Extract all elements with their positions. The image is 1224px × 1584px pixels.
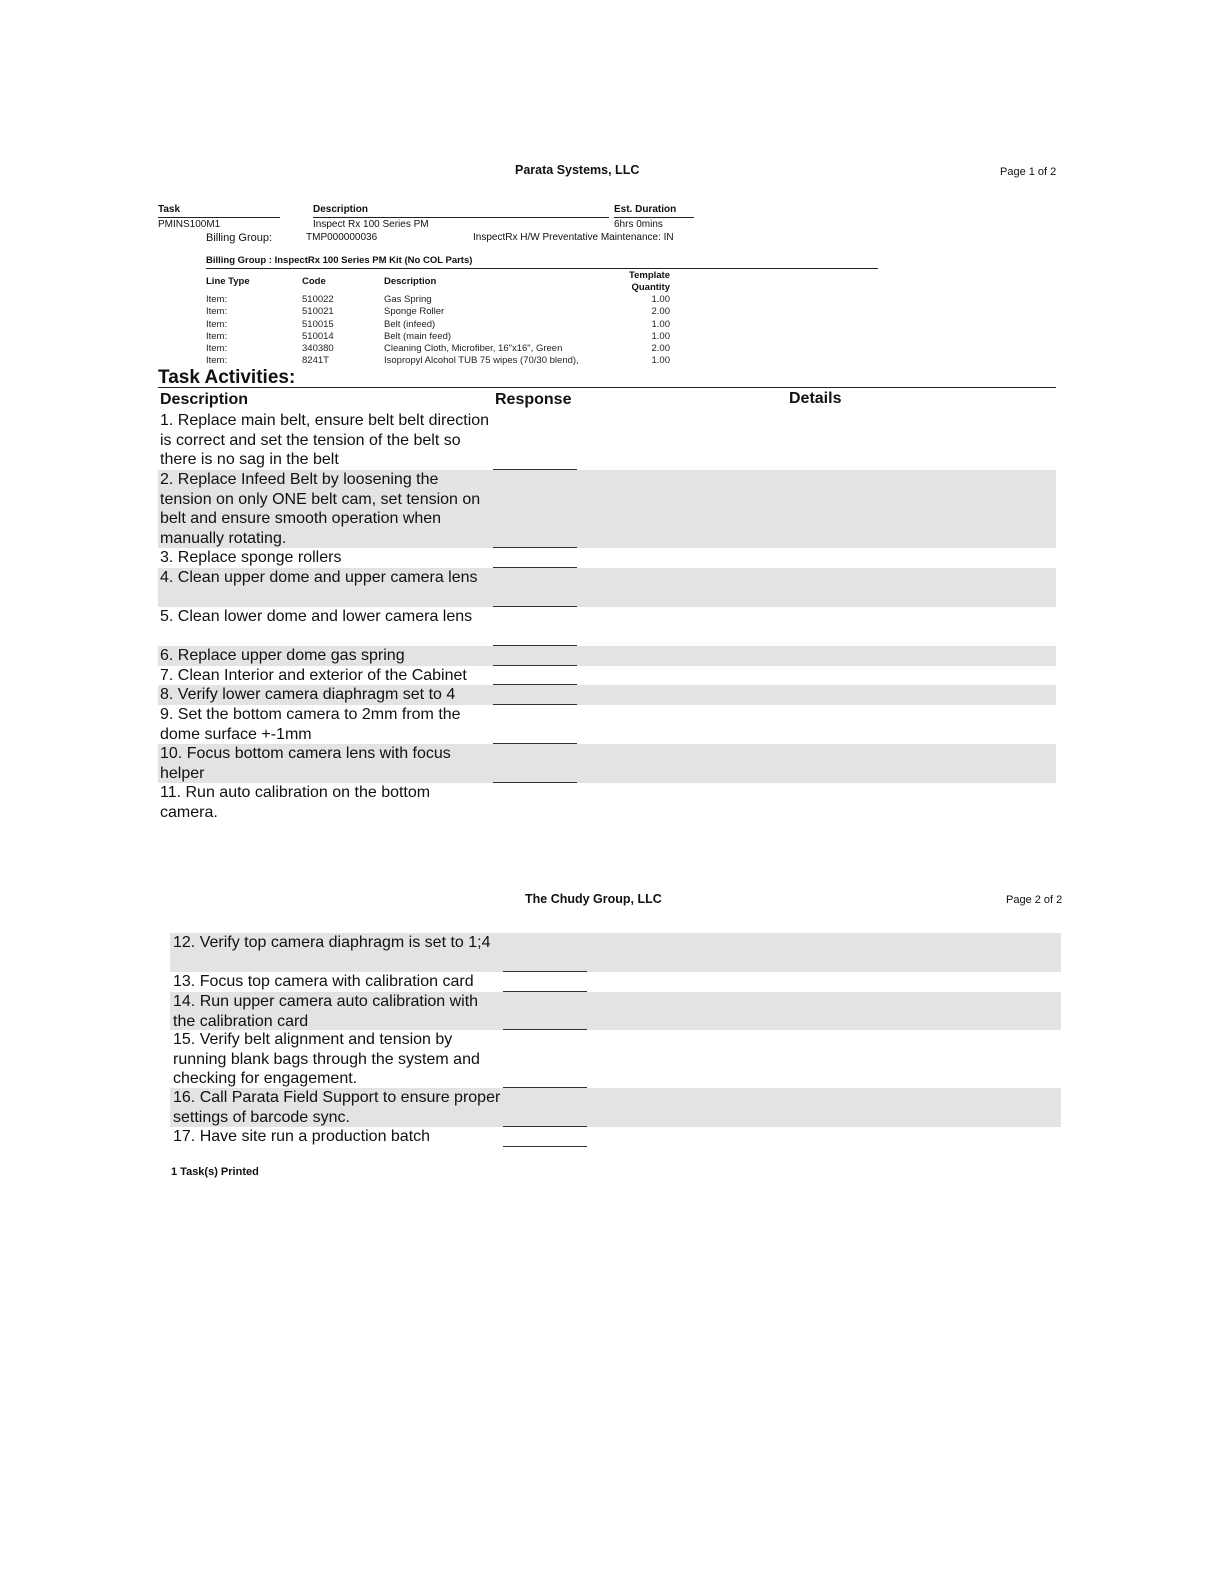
activity-row [170,1127,1061,1147]
part-quantity: 1.00 [651,355,670,367]
table-row [206,331,878,343]
page-number-page2: Page 2 of 2 [1006,894,1063,906]
part-quantity: 1.00 [651,294,670,305]
line-type: Item: [206,355,228,367]
tasks-printed-footer: 1 Task(s) Printed [171,1166,259,1178]
task-activities-title: Task Activities: [158,367,296,388]
activity-row [158,607,1056,646]
activity-description: 11. Run auto calibration on the bottom camera. [160,784,431,821]
line-type: Item: [206,330,228,342]
activity-description: 9. Set the bottom camera to 2mm from the dome surface +-1mm [160,706,461,743]
part-code: 510021 [302,306,334,318]
activity-row [170,1088,1061,1127]
kit-title: Billing Group : InspectRx 100 Series PM Kit (No COL Parts) [206,255,473,266]
activity-description: 13. Focus top camera with calibration card [173,973,474,990]
description-header: Description [160,391,249,408]
activity-row [170,1030,1061,1088]
part-quantity: 2.00 [651,343,670,355]
activity-row [170,933,1061,972]
activity-description: 16. Call Parata Field Support to ensure proper settings of barcode sync. [173,1089,501,1126]
task-underline [158,217,280,218]
kit-col-quantity: Template Quantity [628,270,670,293]
description-column-label: Description [313,204,369,215]
activity-row [170,992,1061,1030]
details-header: Details [789,390,842,407]
activity-description: 2. Replace Infeed Belt by loosening the tension on only ONE belt cam, set tension on belt and ensure smooth operation when manually rotating. [160,471,481,547]
activity-row [158,646,1056,666]
activity-row [158,685,1056,705]
activity-row [158,411,1056,470]
task-column-label: Task [158,204,181,215]
company-name: Parata Systems, LLC [515,163,640,177]
activity-description: 15. Verify belt alignment and tension by running blank bags through the system and checking for engagement. [173,1031,480,1087]
kit-table-header [206,270,878,294]
part-description: Belt (infeed) [384,318,436,330]
kit-col-description: Description [384,276,437,287]
task-duration: 6hrs 0mins [614,219,663,230]
activity-row [158,548,1056,568]
part-code: 8241T [302,355,329,367]
activity-row [158,783,1056,823]
activity-description: 1. Replace main belt, ensure belt belt direction is correct and set the tension of the belt so there is no sag in the belt [160,412,490,468]
activity-description: 6. Replace upper dome gas spring [160,647,405,664]
billing-group-description: InspectRx H/W Preventative Maintenance: IN [473,232,674,243]
line-type: Item: [206,343,228,355]
task-code: PMINS100M1 [158,219,221,230]
part-code: 510022 [302,294,334,305]
duration-column-label: Est. Duration [614,204,677,215]
company-name-page2: The Chudy Group, LLC [525,892,662,906]
activity-row [158,568,1056,607]
activity-description: 5. Clean lower dome and lower camera lens [160,608,473,625]
part-quantity: 1.00 [651,318,670,330]
part-code: 510014 [302,330,334,342]
activity-description: 10. Focus bottom camera lens with focus helper [160,745,451,782]
kit-col-code: Code [302,276,326,287]
line-type: Item: [206,318,228,330]
response-field[interactable] [503,1146,587,1147]
table-row [206,306,878,318]
table-row [206,294,878,306]
part-description: Gas Spring [384,294,432,305]
part-quantity: 1.00 [651,330,670,342]
billing-group-code: TMP000000036 [306,232,378,243]
part-description: Sponge Roller [384,306,445,318]
part-quantity: 2.00 [651,306,670,318]
line-type: Item: [206,306,228,318]
activity-row [170,972,1061,992]
activity-row [158,666,1056,685]
activity-row [158,744,1056,783]
part-code: 340380 [302,343,334,355]
part-description: Cleaning Cloth, Microfiber, 16"x16", Green [384,343,563,355]
activity-description: 8. Verify lower camera diaphragm set to 4 [160,686,456,703]
table-row [206,355,878,367]
line-type: Item: [206,294,228,305]
duration-underline [614,217,694,218]
activity-row [158,470,1056,548]
task-description: Inspect Rx 100 Series PM [313,219,429,230]
table-row [206,343,878,355]
activity-description: 12. Verify top camera diaphragm is set to 1;4 [173,934,491,951]
kit-col-line-type: Line Type [206,276,250,287]
kit-table [206,270,878,368]
part-description: Isopropyl Alcohol TUB 75 wipes (70/30 blend), [384,355,579,367]
description-underline [313,217,609,218]
part-code: 510015 [302,318,334,330]
table-row [206,319,878,331]
part-description: Belt (main feed) [384,330,452,342]
activity-description: 14. Run upper camera auto calibration with the calibration card [173,993,479,1030]
activity-description: 7. Clean Interior and exterior of the Cabinet [160,667,467,684]
response-header: Response [495,391,572,408]
billing-group-label: Billing Group: [206,232,273,244]
page-number: Page 1 of 2 [1000,166,1057,178]
activity-description: 17. Have site run a production batch [173,1128,431,1145]
activity-description: 3. Replace sponge rollers [160,549,342,566]
kit-title-underline [206,268,878,269]
task-activities-rule [158,387,1056,388]
activity-row [158,705,1056,744]
activity-description: 4. Clean upper dome and upper camera lens [160,569,478,586]
